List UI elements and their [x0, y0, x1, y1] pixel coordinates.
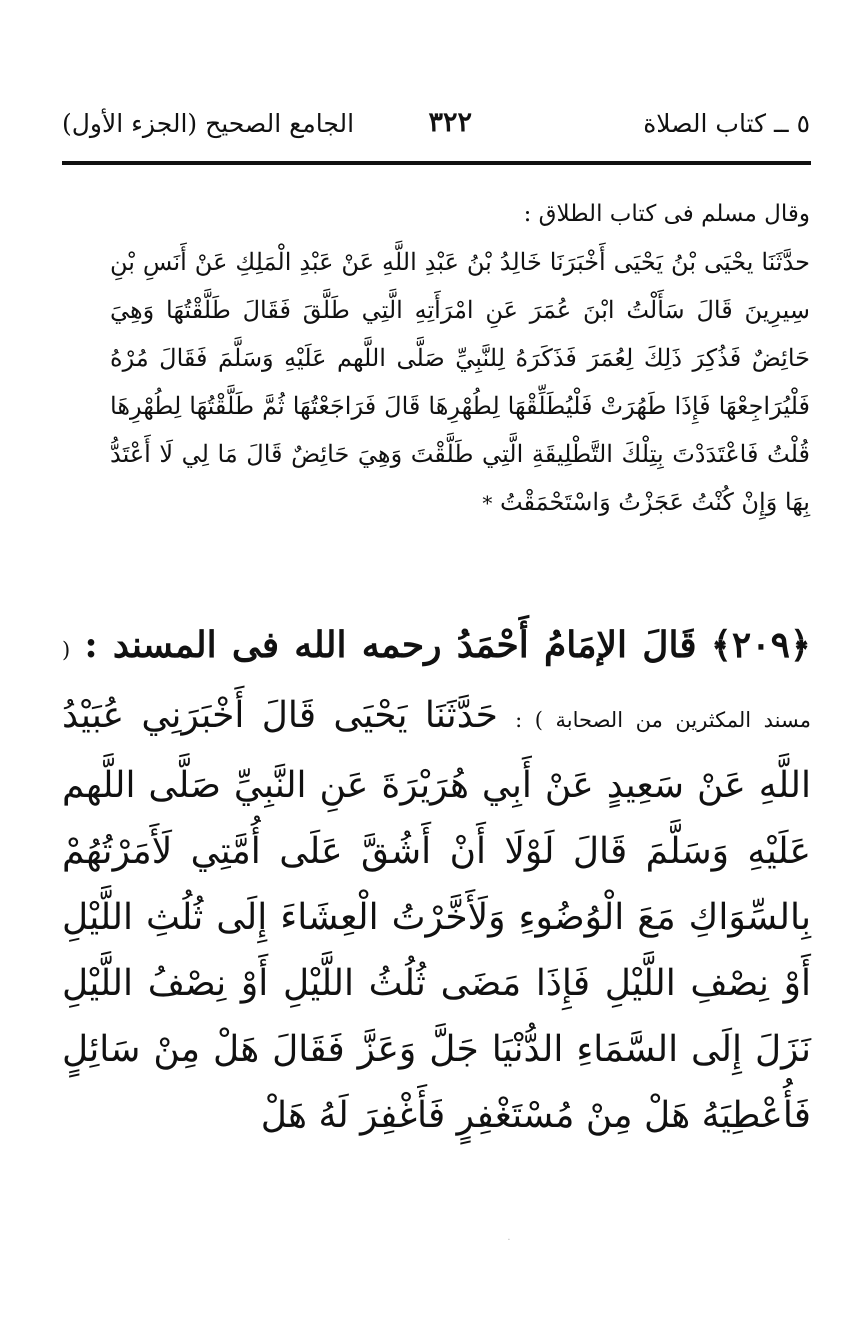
hadith-lead: قَالَ الإمَامُ أَحْمَدُ رحمه الله فى المسند : [84, 624, 697, 666]
page-number: ٣٢٢ [428, 107, 472, 138]
chapter-title: ٥ ــ كتاب الصلاة [643, 109, 810, 138]
book-title: الجامع الصحيح (الجزء الأول) [62, 109, 355, 138]
quote-intro: وقال مسلم فى كتاب الطلاق : [523, 201, 810, 227]
hadith-text: حَدَّثَنَا يَحْيَى قَالَ أَخْبَرَنِي عُبَيْدُ اللَّهِ عَنْ سَعِيدٍ عَنْ أَبِي هُرَيْرَةَ عَنِ النَّبِيِّ صَلَّى اللَّهم عَلَيْهِ وَسَلَّمَ قَالَ لَوْلَا أَنْ أَشُقَّ عَلَى أُمَّتِي لَأَمَرْتُهُمْ بِالسِّوَاكِ مَعَ الْوُضُوءِ وَلَأَخَّرْتُ الْعِشَاءَ إِلَى ثُلُثِ اللَّيْلِ أَوْ نِصْفِ اللَّيْلِ فَإِذَا مَضَى ثُلُثُ اللَّيْلِ أَوْ نِصْفُ اللَّيْلِ نَزَلَ إِلَى السَّمَاءِ الدُّنْيَا جَلَّ وَعَزَّ فَقَالَ هَلْ مِنْ سَائِلٍ فَأُعْطِيَهُ هَلْ مِنْ مُسْتَغْفِرٍ فَأَغْفِرَ لَهُ هَلْ [62, 695, 811, 1136]
end-mark: * [482, 491, 493, 515]
muslim-quote-block [110, 190, 810, 527]
header-rule [62, 161, 811, 165]
hadith-block [62, 612, 811, 1149]
running-header [62, 103, 810, 143]
quote-text: حدَّثَنَا يحْيَى بْنُ يَحْيَى أَخْبَرَنَا خَالِدُ بْنُ عَبْدِ اللَّهِ عَنْ عَبْدِ الْمَلِكِ عَنْ أَنَسِ بْنِ سِيرِينَ قَالَ سَأَلْتُ ابْنَ عُمَرَ عَنِ امْرَأَتِهِ الَّتِي طَلَّقَ فَقَالَ طَلَّقْتُهَا وَهِيَ حَائِضٌ فَذُكِرَ ذَلِكَ لِعُمَرَ فَذَكَرَهُ لِلنَّبِيِّ صَلَّى اللَّهم عَلَيْهِ وَسَلَّمَ فَقَالَ مُرْهُ فَلْيُرَاجِعْهَا فَإِذَا طَهُرَتْ فَلْيُطَلِّقْهَا لِطُهْرِهَا قَالَ فَرَاجَعْتُهَا ثُمَّ طَلَّقْتُهَا لِطُهْرِهَا قُلْتُ فَاعْتَدَدْتَ بِتِلْكَ التَّطْلِيقَةِ الَّتِي طَلَّقْتَ وَهِيَ حَائِضٌ قَالَ مَا لِي لَا أَعْتَدُّ بِهَا وَإِنْ كُنْتُ عَجَزْتُ وَاسْتَحْمَقْتُ [110, 248, 810, 516]
page-speck: · [507, 1235, 511, 1246]
hadith-source-note: ( مسند المكثرين من الصحابة ) : [62, 638, 811, 732]
quote-paragraph [110, 238, 810, 527]
hadith-number: ﴿٢٠٩﴾ [710, 624, 811, 666]
